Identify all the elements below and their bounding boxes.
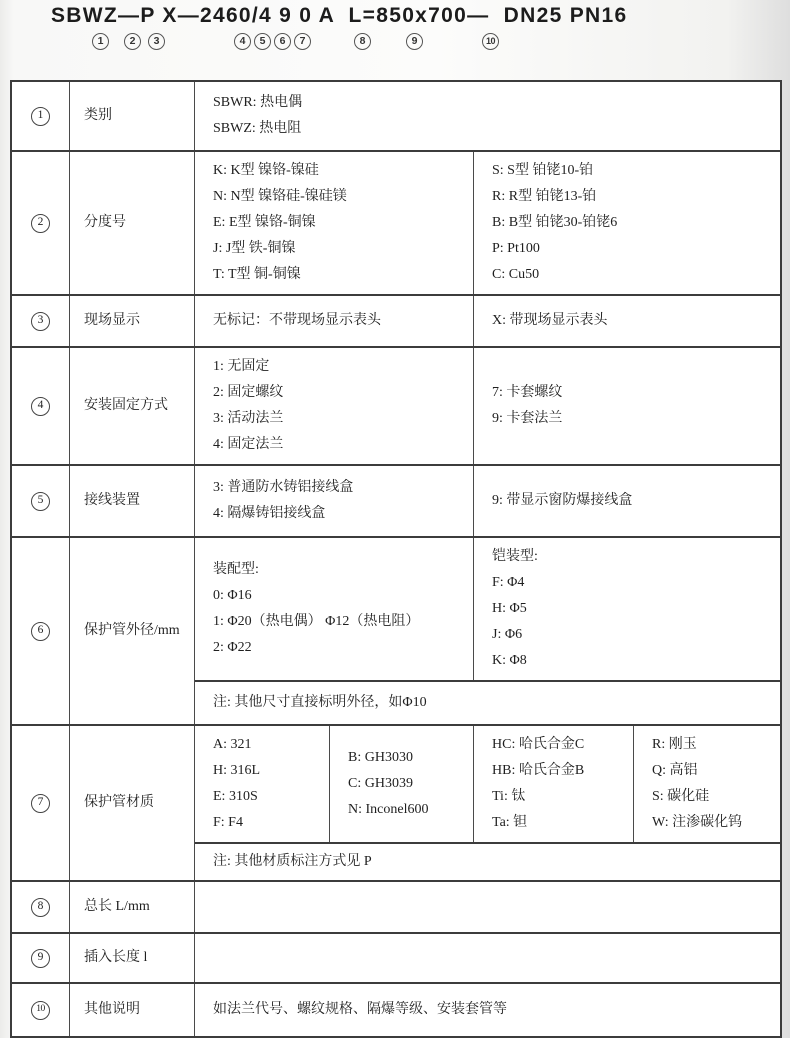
text-line: C: Cu50 (492, 267, 540, 282)
text-line: C: GH3039 (348, 776, 413, 791)
text-line: W: 注渗碳化钨 (652, 815, 743, 830)
row-total-length (12, 882, 780, 934)
text-line: 4: 隔爆铸铝接线盒 (213, 506, 326, 521)
marker-3-badge: 3 (148, 33, 165, 50)
row-number-badge: 3 (31, 312, 50, 331)
row-number-badge: 7 (31, 794, 50, 813)
row-tube-diameter (12, 538, 780, 726)
cell-terminal-left (195, 466, 474, 536)
text-line: S: S型 铂铑10-铂 (492, 163, 594, 178)
marker-9-badge: 9 (406, 33, 423, 50)
text-line: A: 321 (213, 737, 252, 752)
row-label: 其他说明 (70, 984, 195, 1036)
text-line: F: F4 (213, 815, 243, 830)
row-terminal-box (12, 466, 780, 538)
cell-insertion-length-empty (195, 934, 780, 982)
model-code-markers (0, 33, 790, 53)
cell-mounting-right (474, 348, 780, 464)
marker-2-badge: 2 (124, 33, 141, 50)
text-line: J: J型 铁-铜镍 (213, 241, 296, 256)
cell-diameter-armored (474, 538, 780, 680)
row-mounting-type (12, 348, 780, 466)
cell-diameter-note: 注: 其他尺寸直接标明外径，如Φ10 (195, 680, 780, 724)
cell-display-left (195, 296, 474, 346)
model-spec-table (10, 80, 782, 1038)
row-insertion-length (12, 934, 780, 984)
marker-7-badge: 7 (294, 33, 311, 50)
text-line: B: B型 铂铑30-铂铑6 (492, 215, 618, 230)
text-line: N: Inconel600 (348, 802, 429, 817)
cell-material-alloy (330, 726, 474, 842)
text-line: 7: 卡套螺纹 (492, 385, 563, 400)
text-line: 9: 带显示窗防爆接线盒 (492, 493, 633, 508)
text-line: 2: Φ22 (213, 640, 252, 655)
text-line: 3: 活动法兰 (213, 411, 284, 426)
text-line: T: T型 铜-铜镍 (213, 267, 301, 282)
text-line: HB: 哈氏合金B (492, 763, 585, 778)
text-line: 0: Φ16 (213, 588, 252, 603)
text-line: K: Φ8 (492, 653, 527, 668)
row-number-badge: 4 (31, 397, 50, 416)
text-line: S: 碳化硅 (652, 789, 710, 804)
row-label: 总长 L/mm (70, 882, 195, 932)
marker-5-badge: 5 (254, 33, 271, 50)
row-label: 插入长度 l (70, 934, 195, 982)
cell-category-options (195, 82, 780, 150)
row-other-notes (12, 984, 780, 1036)
row-number-badge: 5 (31, 492, 50, 511)
cell-mounting-left (195, 348, 474, 464)
text-line: Ti: 钛 (492, 789, 526, 804)
cell-material-note: 注: 其他材质标注方式见 P (195, 842, 780, 880)
text-line: Q: 高铝 (652, 763, 698, 778)
row-label: 分度号 (70, 152, 195, 294)
cell-material-ceramic (634, 726, 780, 842)
text-line: H: 316L (213, 763, 261, 778)
text-line: P: Pt100 (492, 241, 540, 256)
marker-6-badge: 6 (274, 33, 291, 50)
model-code: SBWZ—P X—2460/4 9 0 A L=850x700— DN25 PN16 (51, 4, 628, 27)
text-line: 1: 无固定 (213, 359, 270, 374)
row-tube-material (12, 726, 780, 882)
row-label: 类别 (70, 82, 195, 150)
row-label: 接线装置 (70, 466, 195, 536)
marker-4-badge: 4 (234, 33, 251, 50)
row-graduation (12, 152, 780, 296)
text-line: SBWR: 热电偶 (213, 95, 303, 110)
cell-terminal-right (474, 466, 780, 536)
text-line: E: E型 镍铬-铜镍 (213, 215, 316, 230)
text-line: J: Φ6 (492, 627, 523, 642)
text-line: 铠装型: (492, 549, 538, 564)
marker-1-badge: 1 (92, 33, 109, 50)
cell-material-steel (195, 726, 330, 842)
row-number-badge: 8 (31, 898, 50, 917)
model-code-header (0, 0, 790, 72)
cell-graduation-right (474, 152, 780, 294)
cell-diameter-assembled (195, 538, 474, 680)
text-line: F: Φ4 (492, 575, 525, 590)
text-line: Ta: 钽 (492, 815, 528, 830)
text-line: 无标记：不带现场显示表头 (213, 313, 381, 328)
text-line: 2: 固定螺纹 (213, 385, 284, 400)
cell-display-right (474, 296, 780, 346)
text-line: HC: 哈氏合金C (492, 737, 585, 752)
text-line: SBWZ: 热电阻 (213, 121, 302, 136)
text-line: 如法兰代号、螺纹规格、隔爆等级、安装套管等 (213, 1002, 507, 1017)
text-line: 1: Φ20（热电偶） Φ12（热电阻） (213, 614, 420, 629)
text-line: 9: 卡套法兰 (492, 411, 563, 426)
text-line: N: N型 镍铬硅-镍硅镁 (213, 189, 347, 204)
row-number-badge: 10 (31, 1001, 50, 1020)
row-number-badge: 6 (31, 622, 50, 641)
text-line: 装配型: (213, 562, 259, 577)
text-line: K: K型 镍铬-镍硅 (213, 163, 319, 178)
cell-total-length-empty (195, 882, 780, 932)
text-line: R: 刚玉 (652, 737, 697, 752)
cell-other-notes (195, 984, 780, 1036)
row-label: 安装固定方式 (70, 348, 195, 464)
text-line: 4: 固定法兰 (213, 437, 284, 452)
text-line: R: R型 铂铑13-铂 (492, 189, 597, 204)
row-local-display (12, 296, 780, 348)
row-number-badge: 2 (31, 214, 50, 233)
row-category (12, 82, 780, 152)
row-number-badge: 9 (31, 949, 50, 968)
row-label: 现场显示 (70, 296, 195, 346)
cell-graduation-left (195, 152, 474, 294)
text-line: X: 带现场显示表头 (492, 313, 608, 328)
text-line: E: 310S (213, 789, 258, 804)
text-line: 3: 普通防水铸铝接线盒 (213, 480, 354, 495)
row-number-badge: 1 (31, 107, 50, 126)
marker-10-badge: 10 (482, 33, 499, 50)
text-line: H: Φ5 (492, 601, 527, 616)
marker-8-badge: 8 (354, 33, 371, 50)
text-line: B: GH3030 (348, 750, 413, 765)
cell-material-special (474, 726, 634, 842)
row-label: 保护管材质 (70, 726, 195, 880)
row-label: 保护管外径/mm (70, 538, 195, 724)
